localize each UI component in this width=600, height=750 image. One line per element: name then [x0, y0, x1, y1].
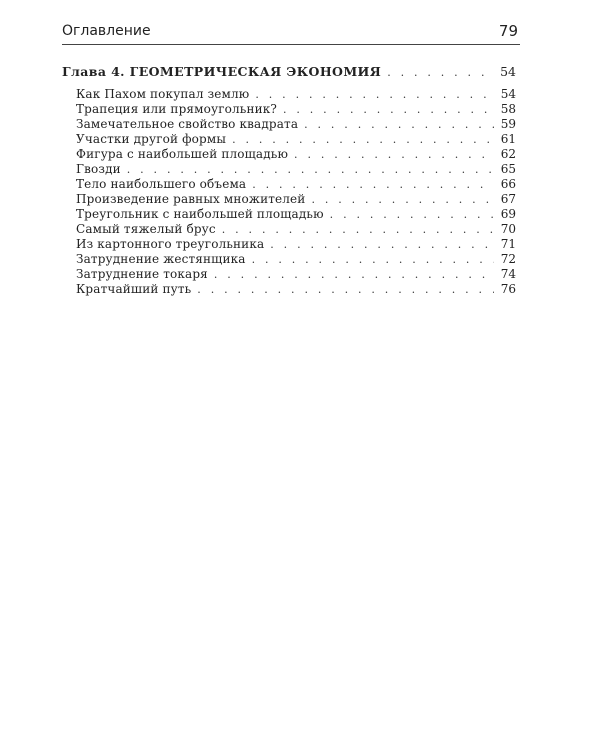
toc-page-number: 74: [500, 267, 516, 281]
header-rule: [62, 44, 520, 45]
dot-leader: [283, 102, 494, 117]
toc-entry-title: Самый тяжелый брус: [76, 222, 216, 236]
dot-leader: [330, 207, 494, 222]
toc-entry-title: Произведение равных множителей: [76, 192, 306, 206]
toc-entry-title: Затруднение токаря: [76, 267, 208, 281]
toc-entry-title: Замечательное свойство квадрата: [76, 117, 299, 131]
toc-page-number: 72: [500, 252, 516, 266]
toc-chapter-entry: [62, 64, 516, 80]
dot-leader: [232, 132, 494, 147]
toc-entry: [76, 191, 516, 207]
toc-entry: [76, 176, 516, 192]
toc-entry: [76, 161, 516, 177]
toc-entry-title: Как Пахом покупал землю: [76, 87, 250, 101]
toc-entry: [76, 251, 516, 267]
toc-entry-title: Затруднение жестянщика: [76, 252, 246, 266]
dot-leader: [222, 222, 494, 237]
toc-page-number: 62: [500, 147, 516, 161]
toc-entry: [76, 236, 516, 252]
dot-leader: [252, 177, 494, 192]
toc-entry-title: Тело наибольшего объема: [76, 177, 247, 191]
toc-page-number: 76: [500, 282, 516, 296]
toc-page-number: 65: [500, 162, 516, 176]
dot-leader: [214, 267, 494, 282]
dot-leader: [311, 192, 494, 207]
toc-entry: [76, 116, 516, 132]
toc-entry: [76, 101, 516, 117]
toc-entry: [76, 131, 516, 147]
page-number: 79: [498, 22, 518, 40]
toc-chapter-title: Глава 4. ГЕОМЕТРИЧЕСКАЯ ЭКОНОМИЯ: [62, 64, 382, 79]
dot-leader: [127, 162, 494, 177]
dot-leader: [294, 147, 494, 162]
toc-entry-title: Фигура с наибольшей площадью: [76, 147, 289, 161]
dot-leader: [255, 87, 494, 102]
toc-page-number: 54: [500, 87, 516, 101]
toc-entry: [76, 266, 516, 282]
toc-page-number: 54: [500, 64, 516, 79]
dot-leader: [252, 252, 494, 267]
toc-entry-title: Из картонного треугольника: [76, 237, 265, 251]
toc-page-number: 66: [500, 177, 516, 191]
toc-entry-title: Гвозди: [76, 162, 121, 176]
toc-page-number: 67: [500, 192, 516, 206]
toc-entry-title: Кратчайший путь: [76, 282, 192, 296]
toc-entry: [76, 206, 516, 222]
toc-entry: [76, 146, 516, 162]
toc-entry: [76, 86, 516, 102]
toc-entry-title: Участки другой формы: [76, 132, 227, 146]
toc-page-number: 61: [500, 132, 516, 146]
toc-entry: [76, 221, 516, 237]
toc-entry-title: Трапеция или прямоугольник?: [76, 102, 277, 116]
dot-leader: [304, 117, 494, 132]
toc-entry: [76, 281, 516, 297]
dot-leader: [197, 282, 494, 297]
running-head: [62, 22, 520, 44]
toc-page-number: 58: [500, 102, 516, 116]
running-head-title: Оглавление: [62, 23, 151, 39]
dot-leader: [387, 65, 494, 80]
dot-leader: [270, 237, 494, 252]
toc-page-number: 70: [500, 222, 516, 236]
toc-page-number: 71: [500, 237, 516, 251]
toc-entry-title: Треугольник с наибольшей площадью: [76, 207, 324, 221]
toc-page-number: 59: [500, 117, 516, 131]
toc-page-number: 69: [500, 207, 516, 221]
